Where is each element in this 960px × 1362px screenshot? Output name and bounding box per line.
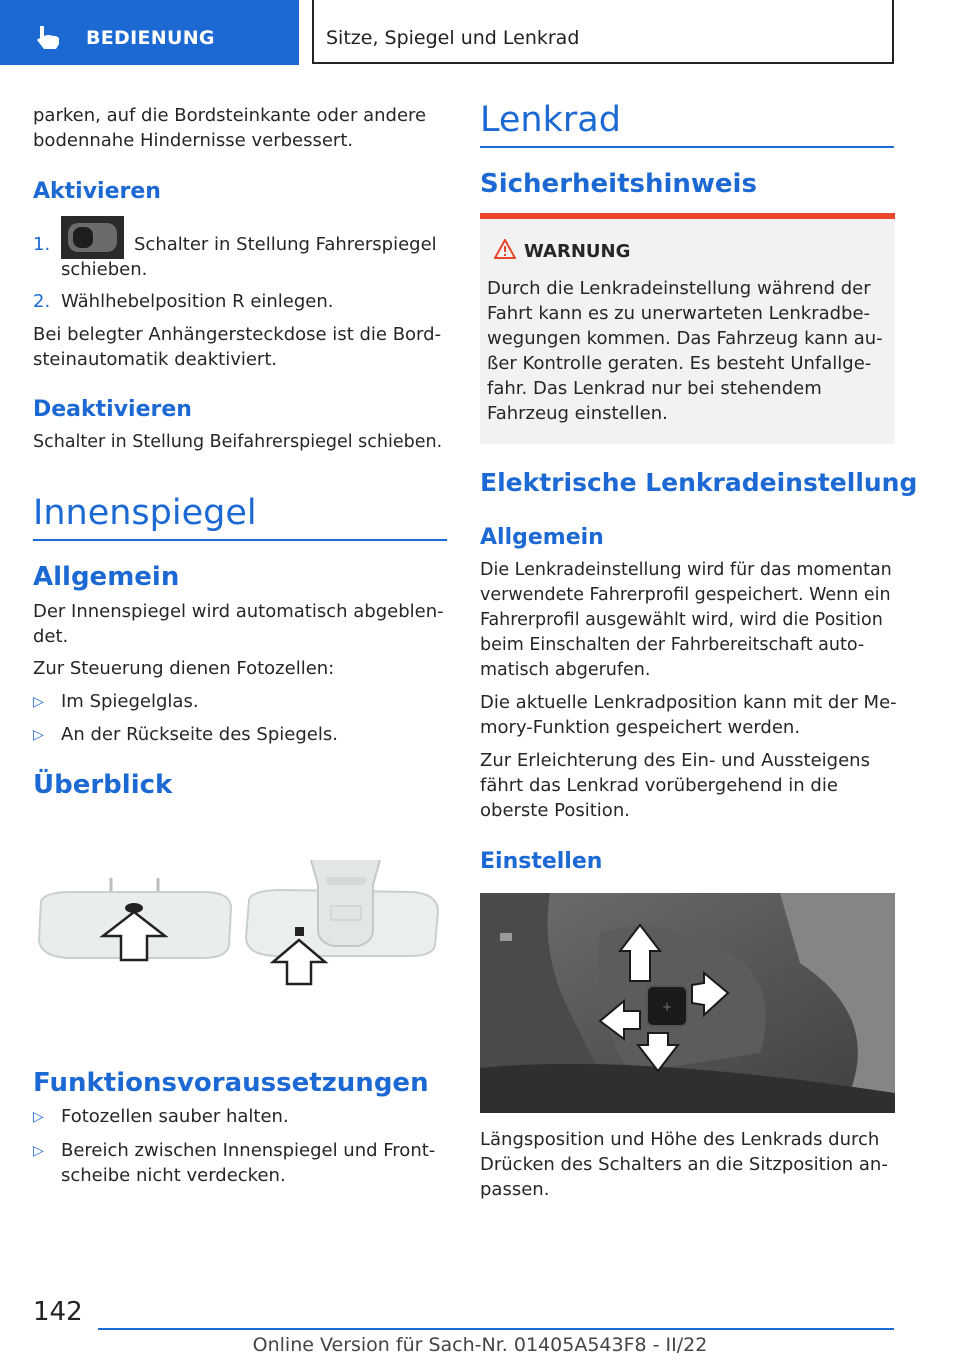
- innenspiegel-p2: Zur Steuerung dienen Fotozellen:: [33, 658, 335, 679]
- online-version-note: Online Version für Sach-Nr. 01405A543F8 - II/22: [252, 1334, 708, 1356]
- deaktivieren-text: Schalter in Stellung Beifahrerspiegel schieben.: [33, 432, 443, 452]
- hand-pointer-icon: [34, 24, 64, 50]
- divider: [33, 539, 447, 541]
- innenspiegel-p1: Der Innenspiegel wird automatisch abgeblen- det.: [33, 601, 444, 647]
- heading-ueberblick: Überblick: [33, 770, 173, 800]
- heading-lenkrad: Lenkrad: [480, 100, 621, 140]
- heading-elektrische-lenkradeinstellung: Elektrische Lenkradeinstellung: [480, 468, 918, 497]
- heading-aktivieren: Aktivieren: [33, 179, 161, 204]
- divider: [480, 146, 894, 148]
- step1-text-cont: schieben.: [61, 259, 148, 280]
- lenkrad-p3: Zur Erleichterung des Ein- und Aussteigens fährt das Lenkrad vorübergehend in die oberste Position.: [480, 750, 870, 821]
- bullet-triangle-icon: ▷: [33, 694, 44, 710]
- heading-deaktivieren: Deaktivieren: [33, 397, 192, 422]
- section-title: BEDIENUNG: [86, 27, 215, 49]
- page-number: 142: [33, 1297, 83, 1327]
- photo-caption: Längsposition und Höhe des Lenkrads durch Drücken des Schalters an die Sitzposition an- passen.: [480, 1129, 888, 1200]
- step-number: 2.: [33, 291, 51, 312]
- list-item: Bereich zwischen Innenspiegel und Front- scheibe nicht verdecken.: [61, 1140, 436, 1186]
- heading-allgemein: Allgemein: [33, 562, 180, 592]
- lenkrad-p1: Die Lenkradeinstellung wird für das momentan verwendete Fahrerprofil gespeichert. Wenn ein Fahrerprofil ausgewählt wird, wird die Position beim Einschalten der Fahrbereitschaft auto- matisch abgerufen.: [480, 560, 892, 680]
- heading-innenspiegel: Innenspiegel: [33, 493, 257, 533]
- warning-label: WARNUNG: [524, 241, 631, 262]
- warning-box: [480, 213, 895, 444]
- list-item: Fotozellen sauber halten.: [61, 1106, 289, 1127]
- footer-rule: [98, 1328, 894, 1330]
- section-tab: [0, 0, 299, 65]
- heading-allgemein-lenkrad: Allgemein: [480, 525, 604, 550]
- chapter-tab: [312, 0, 894, 64]
- list-item: Im Spiegelglas.: [61, 691, 199, 712]
- heading-sicherheitshinweis: Sicherheitshinweis: [480, 169, 757, 199]
- bullet-triangle-icon: ▷: [33, 1109, 44, 1125]
- step2-text: Wählhebelposition R einlegen.: [61, 291, 334, 312]
- mirror-switch-icon: [61, 216, 124, 259]
- heading-einstellen: Einstellen: [480, 849, 603, 874]
- svg-text:+: +: [661, 1000, 673, 1014]
- lenkrad-p2: Die aktuelle Lenkradposition kann mit der Me- mory-Funktion gespeichert werden.: [480, 692, 897, 738]
- rearview-mirror-illustration: [33, 850, 448, 1000]
- chapter-title: Sitze, Spiegel und Lenkrad: [326, 27, 580, 49]
- list-item: An der Rückseite des Spiegels.: [61, 724, 338, 745]
- intro-text: parken, auf die Bordsteinkante oder andere bodennahe Hindernisse verbessert.: [33, 105, 427, 151]
- bullet-triangle-icon: ▷: [33, 1143, 44, 1159]
- warning-text: Durch die Lenkradeinstellung während der Fahrt kann es zu unerwarteten Lenkradbe- wegungen kommen. Das Fahrzeug kann au- ßer Kontrolle geraten. Es besteht Unfallge- fahr. Das Lenkrad nur bei stehendem Fahrzeug einstellen.: [487, 278, 883, 424]
- step1-text: Schalter in Stellung Fahrerspiegel: [134, 234, 437, 255]
- heading-funktionsvoraussetzungen: Funktionsvoraussetzungen: [33, 1068, 429, 1098]
- bullet-triangle-icon: ▷: [33, 727, 44, 743]
- trailer-note: Bei belegter Anhängersteckdose ist die Bord- steinautomatik deaktiviert.: [33, 324, 442, 370]
- steering-column-switch-photo: [480, 893, 895, 1113]
- warning-triangle-icon: [494, 239, 516, 259]
- step-number: 1.: [33, 234, 51, 255]
